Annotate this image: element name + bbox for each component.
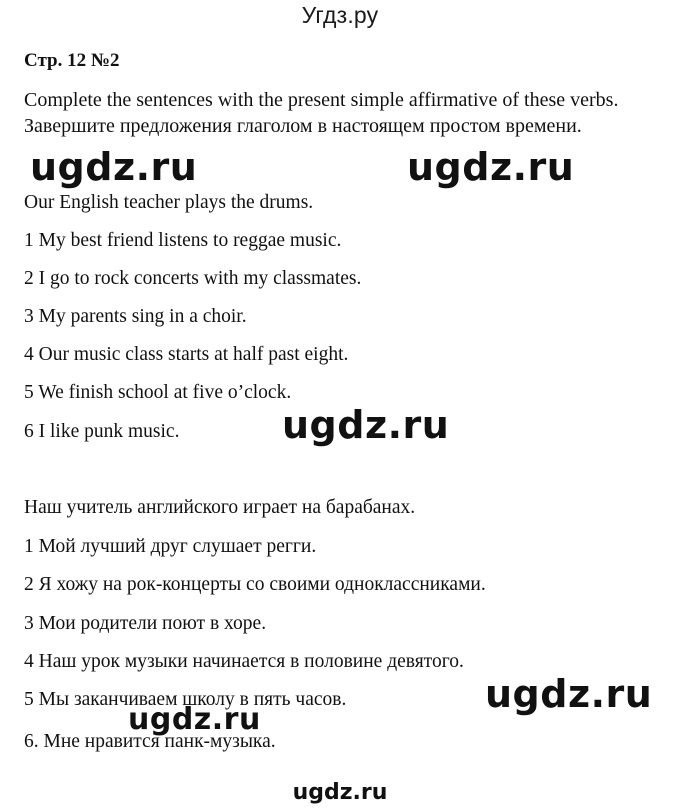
watermark: ugdz.ru [128,702,261,737]
russian-sentence: 4 Наш урок музыки начинается в половине девятого. [24,651,464,672]
instruction-russian: Завершите предложения глаголом в настоящем простом времени. [24,115,582,137]
russian-sentence: Наш учитель английского играет на барабанах. [24,497,416,518]
russian-sentence: 5 Мы заканчиваем школу в пять часов. [24,689,347,710]
watermark: ugdz.ru [485,672,653,716]
english-sentence: 4 Our music class starts at half past eight. [24,344,349,365]
english-sentence: 2 I go to rock concerts with my classmates. [24,268,362,289]
russian-sentence: 3 Мои родители поют в хоре. [24,613,267,634]
site-header: Угдз.ру [301,2,379,28]
footer-watermark: ugdz.ru [292,780,388,805]
english-sentence: 3 My parents sing in a choir. [24,306,247,327]
instruction-english: Complete the sentences with the present simple affirmative of these verbs. [24,89,619,111]
english-sentence: 5 We finish school at five o’clock. [24,382,292,403]
watermark: ugdz.ru [30,145,198,189]
russian-sentence: 2 Я хожу на рок-концерты со своими одноклассниками. [24,574,486,595]
english-sentence: 6 I like punk music. [24,421,180,442]
watermark: ugdz.ru [282,403,450,447]
exercise-reference: Стр. 12 №2 [24,50,120,71]
english-sentence: Our English teacher plays the drums. [24,192,314,213]
english-sentence: 1 My best friend listens to reggae music. [24,230,342,251]
russian-sentence: 6. Мне нравится панк-музыка. [24,731,276,752]
russian-sentence: 1 Мой лучший друг слушает регги. [24,536,317,557]
watermark: ugdz.ru [407,145,575,189]
